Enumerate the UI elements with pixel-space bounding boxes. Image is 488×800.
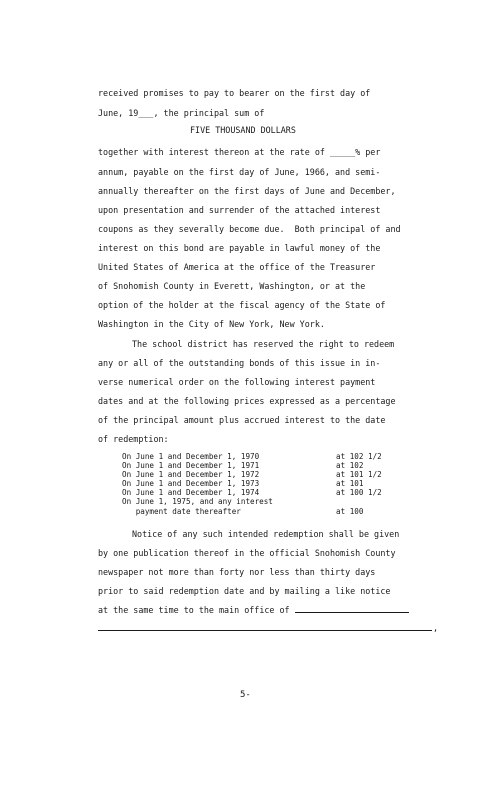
text-line: upon presentation and surrender of the attached interest [98,205,381,215]
page-number: 5- [240,690,251,700]
text-line: coupons as they severally become due. Both principal of and [98,224,401,234]
closing-comma: , [433,623,439,633]
schedule-price: at 102 1/2 [336,452,382,461]
text-line: dates and at the following prices expressed as a percentage [98,396,396,406]
text-line: of Snohomish County in Everett, Washington, or at the [98,281,366,291]
schedule-price: at 101 1/2 [336,470,382,479]
text-line: any or all of the outstanding bonds of this issue in in- [98,358,381,368]
text-line: newspaper not more than forty nor less than thirty days [98,567,376,577]
text-line: of the principal amount plus accrued interest to the date [98,415,386,425]
text-line: United States of America at the office of the Treasurer [98,262,376,272]
schedule-dates: payment date thereafter [122,507,241,516]
amount-heading: FIVE THOUSAND DOLLARS [190,125,296,135]
text-line: interest on this bond are payable in lawful money of the [98,243,381,253]
text-line [98,605,409,615]
schedule-price: at 101 [336,479,364,488]
schedule-dates: On June 1, 1975, and any interest [122,497,273,506]
text-line: received promises to pay to bearer on the first day of [98,88,371,98]
text-line: of redemption: [98,434,169,444]
blank-field [295,605,409,613]
schedule-price: at 102 [336,461,364,470]
schedule-dates: On June 1 and December 1, 1974 [122,488,260,497]
text-line: annum, payable on the first day of June, 1966, and semi- [98,167,381,177]
text-segment: at the same time to the main office of [98,605,290,615]
text-line: option of the holder at the fiscal agency of the State of [98,300,386,310]
schedule-dates: On June 1 and December 1, 1971 [122,461,260,470]
blank-line [98,630,432,631]
text-line: together with interest thereon at the rate of _____% per [98,147,381,157]
schedule-price: at 100 [336,507,364,516]
text-line: The school district has reserved the right to redeem [132,339,395,349]
schedule-dates: On June 1 and December 1, 1973 [122,479,260,488]
schedule-dates: On June 1 and December 1, 1970 [122,452,260,461]
text-line: Washington in the City of New York, New York. [98,319,325,329]
text-line: prior to said redemption date and by mailing a like notice [98,586,391,596]
schedule-price: at 100 1/2 [336,488,382,497]
schedule-dates: On June 1 and December 1, 1972 [122,470,260,479]
text-line: Notice of any such intended redemption shall be given [132,529,400,539]
text-line: annually thereafter on the first days of June and December, [98,186,396,196]
text-line: by one publication thereof in the official Snohomish County [98,548,396,558]
text-line: verse numerical order on the following interest payment [98,377,376,387]
text-line: June, 19___, the principal sum of [98,108,265,118]
